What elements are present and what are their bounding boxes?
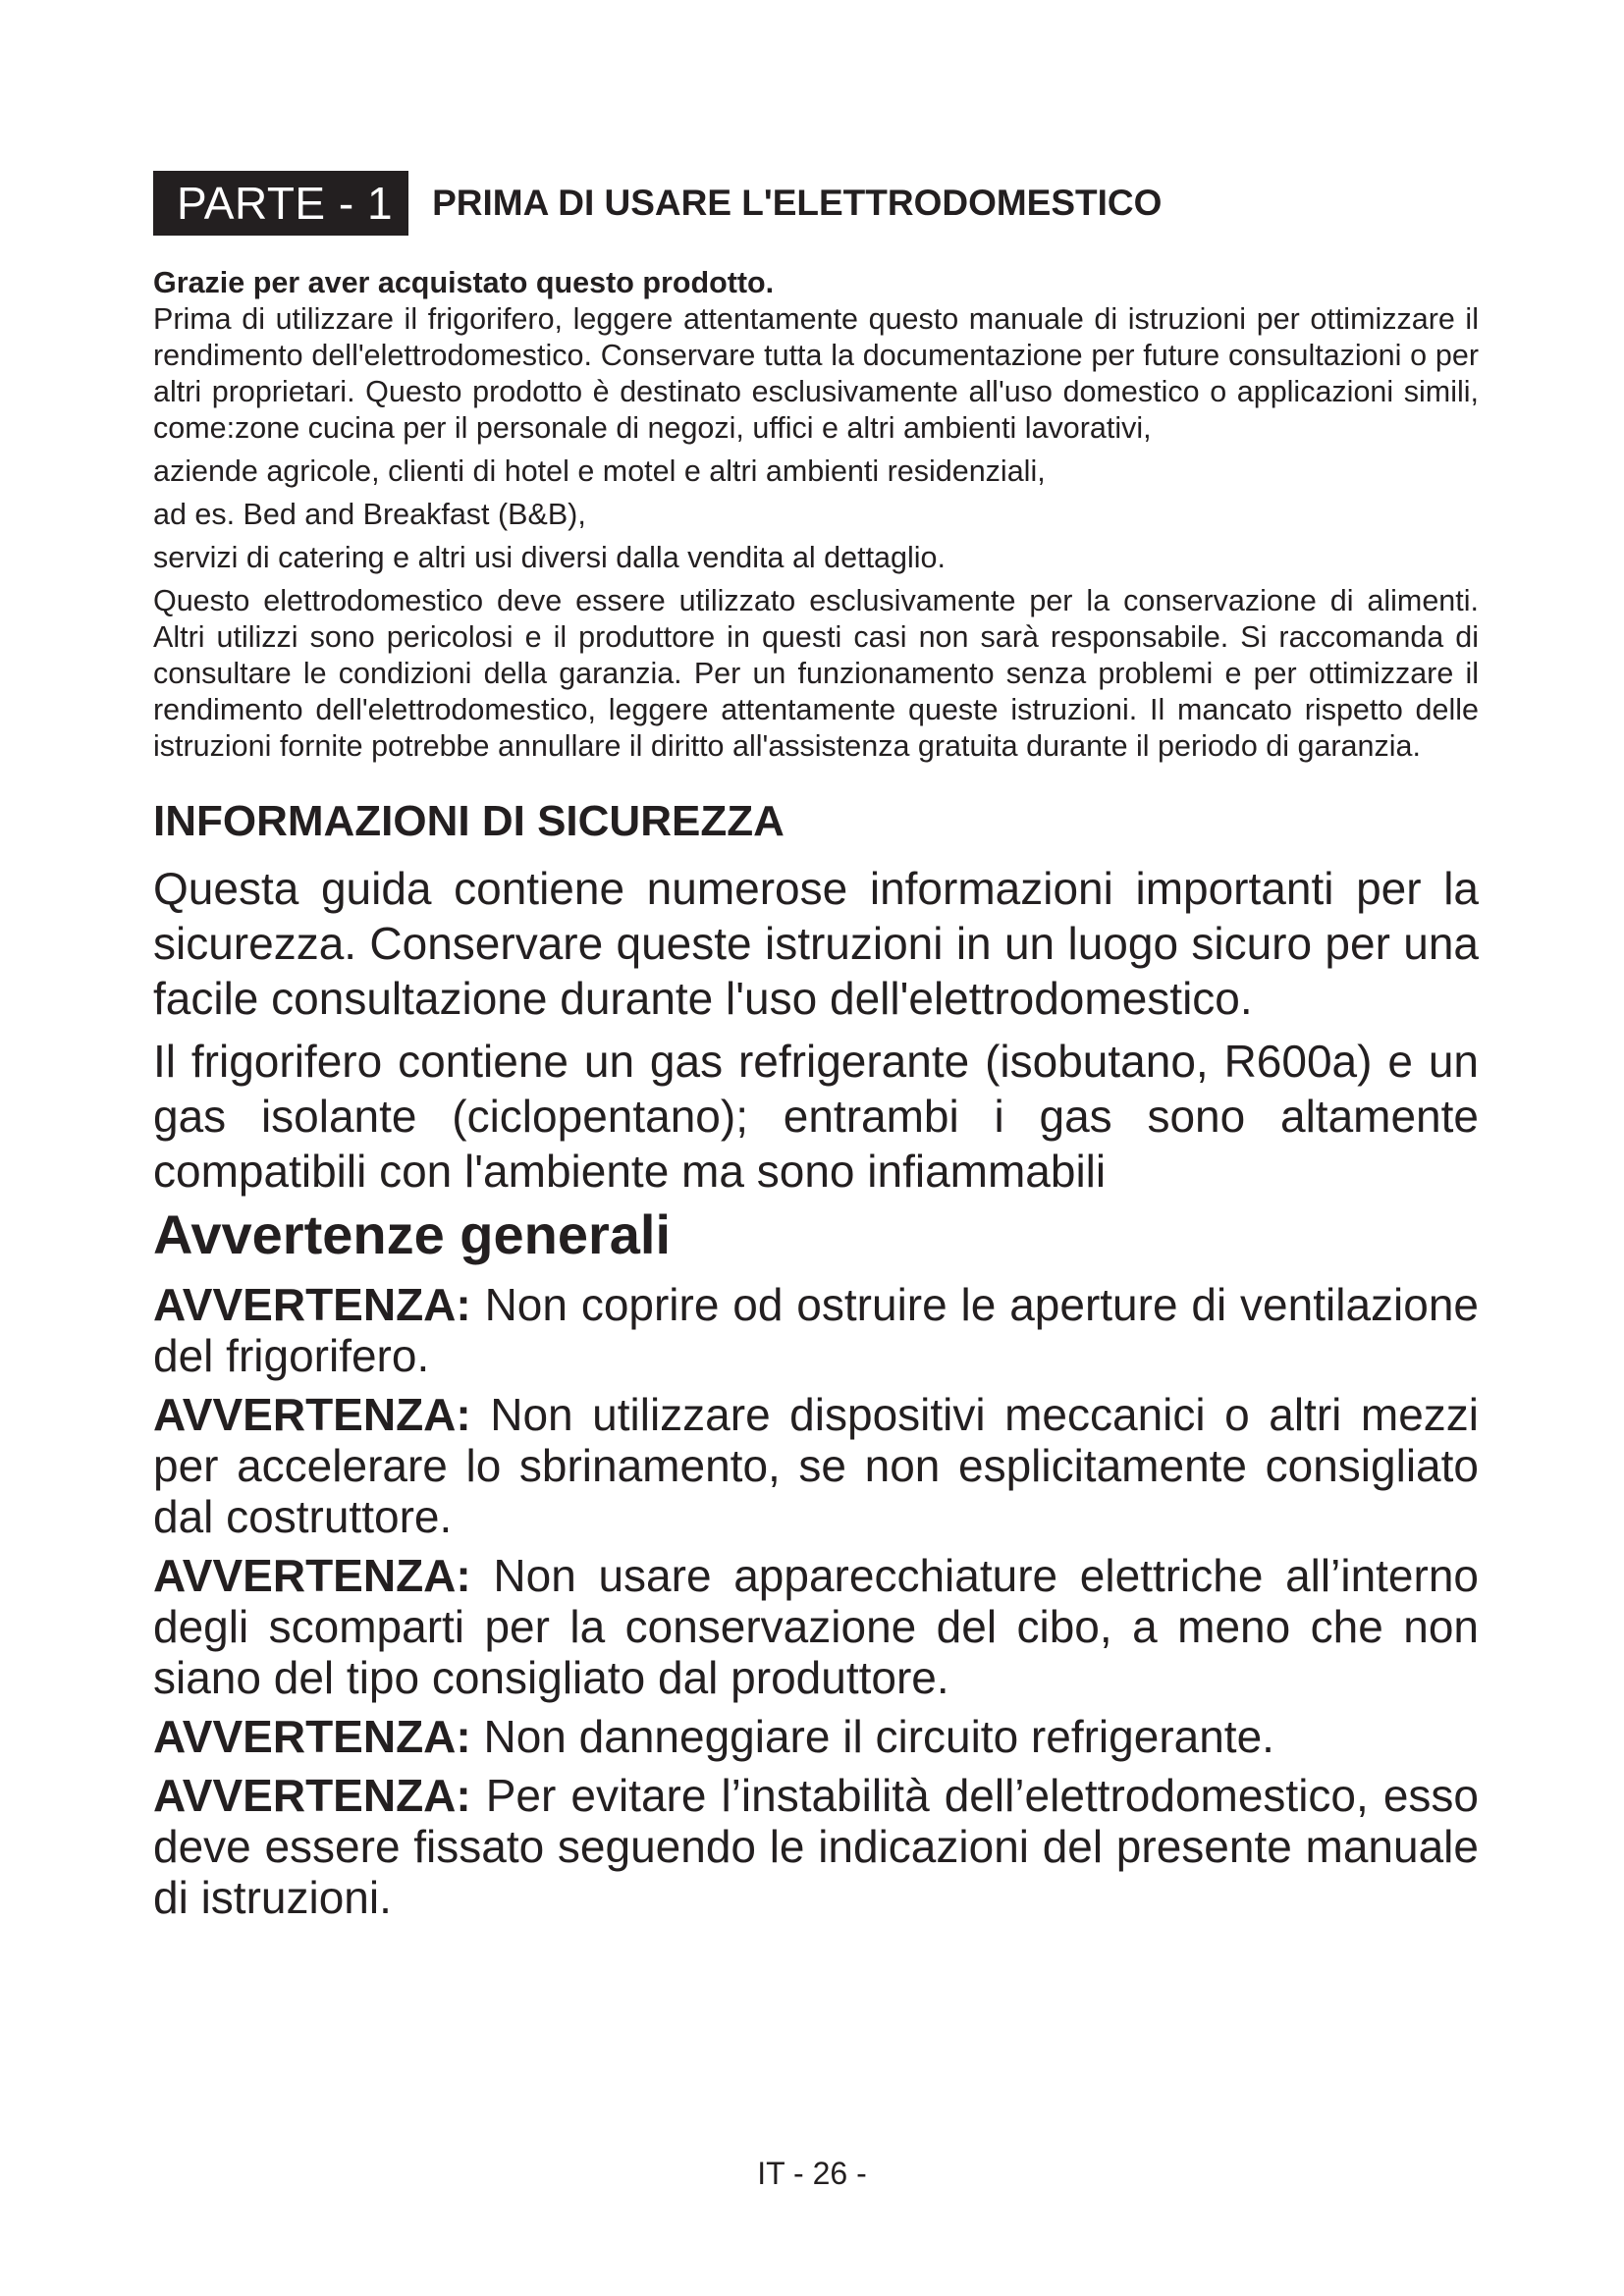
manual-page — [153, 171, 1479, 1923]
warning-label: AVVERTENZA: — [153, 1550, 471, 1601]
safety-paragraph: Il frigorifero contiene un gas refrigerante (isobutano, R600a) e un gas isolante (ciclopentano); entrambi i gas sono altamente compatibili con l'ambiente ma sono infiammabili — [153, 1036, 1479, 1197]
page-number: IT - 26 - — [757, 2156, 867, 2191]
warning-text: Non utilizzare dispositivi meccanici o altri mezzi per accelerare lo sbrinamento, se non esplicitamente consigliato dal costruttore. — [153, 1389, 1479, 1542]
part-badge: PARTE - 1 — [153, 171, 408, 236]
warning-label: AVVERTENZA: — [153, 1389, 471, 1440]
thanks-line: Grazie per aver acquistato questo prodotto. — [153, 266, 775, 299]
warning-item — [153, 1279, 1479, 1381]
warning-label: AVVERTENZA: — [153, 1279, 471, 1330]
intro-paragraph: Prima di utilizzare il frigorifero, leggere attentamente questo manuale di istruzioni per ottimizzare il rendimento dell'elettrodomestico. Conservare tutta la documentazione per future consultazioni o per altri proprietari. Questo prodotto è destinato esclusivamente all'uso domestico o applicazioni simili, come:zone cucina per il personale di negozi, uffici e altri ambienti lavorativi, — [153, 302, 1479, 445]
warning-item — [153, 1770, 1479, 1923]
warning-text: Non usare apparecchiature elettriche all’interno degli scomparti per la conservazione del cibo, a meno che non siano del tipo consigliato dal produttore. — [153, 1550, 1479, 1703]
intro-paragraph: ad es. Bed and Breakfast (B&B), — [153, 498, 586, 531]
warning-label: AVVERTENZA: — [153, 1770, 471, 1821]
intro-paragraph: servizi di catering e altri usi diversi dalla vendita al dettaglio. — [153, 541, 946, 574]
warning-item — [153, 1711, 1479, 1762]
safety-paragraph: Questa guida contiene numerose informazioni importanti per la sicurezza. Conservare queste istruzioni in un luogo sicuro per una facile consultazione durante l'uso dell'elettrodomestico. — [153, 863, 1479, 1024]
safety-heading: INFORMAZIONI DI SICUREZZA — [153, 797, 785, 845]
warning-item — [153, 1389, 1479, 1542]
warning-text: Non danneggiare il circuito refrigerante. — [483, 1711, 1274, 1762]
warning-text: Non coprire od ostruire le aperture di ventilazione del frigorifero. — [153, 1279, 1479, 1381]
intro-section — [153, 265, 1479, 765]
part-title: PRIMA DI USARE L'ELETTRODOMESTICO — [432, 183, 1163, 223]
warning-label: AVVERTENZA: — [153, 1711, 471, 1762]
intro-paragraph: aziende agricole, clienti di hotel e motel e altri ambienti residenziali, — [153, 454, 1046, 488]
warning-item — [153, 1550, 1479, 1703]
general-warnings-heading: Avvertenze generali — [153, 1203, 672, 1265]
part-header — [153, 171, 1479, 236]
warning-text: Per evitare l’instabilità dell’elettrodomestico, esso deve essere fissato seguendo le indicazioni del presente manuale di istruzioni. — [153, 1770, 1479, 1923]
intro-paragraph: Questo elettrodomestico deve essere utilizzato esclusivamente per la conservazione di alimenti. Altri utilizzi sono pericolosi e il produttore in questi casi non sarà responsabile. Si raccomanda di consultare le condizioni della garanzia. Per un funzionamento senza problemi e per ottimizzare il rendimento dell'elettrodomestico, leggere attentamente queste istruzioni. Il mancato rispetto delle istruzioni fornite potrebbe annullare il diritto all'assistenza gratuita durante il periodo di garanzia. — [153, 584, 1479, 763]
